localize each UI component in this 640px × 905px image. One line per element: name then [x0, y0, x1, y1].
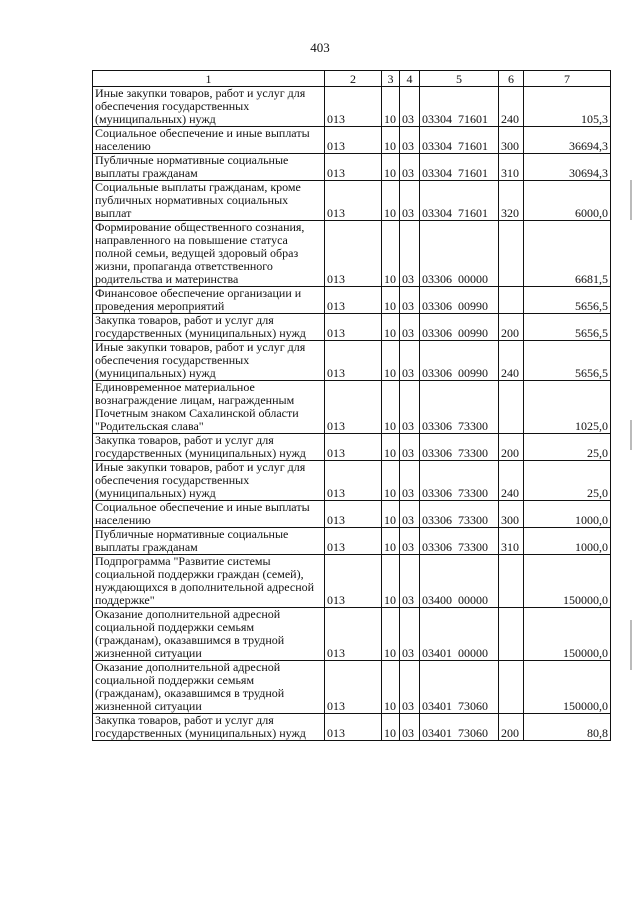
- row-expense-type: [499, 381, 524, 434]
- row-target-article: 03304 71601: [420, 154, 499, 181]
- row-subsection: 03: [400, 555, 420, 608]
- row-amount: 6000,0: [524, 181, 611, 221]
- row-section: 10: [382, 287, 400, 314]
- table-row: [93, 434, 611, 461]
- row-section: 10: [382, 608, 400, 661]
- row-amount: 25,0: [524, 434, 611, 461]
- row-expense-type: [499, 555, 524, 608]
- scan-edge-mark: [630, 620, 632, 670]
- row-name: Формирование общественного сознания, направленного на повышение статуса полной семьи, ведущей здоровый образ жизни, пропаганда ответственного родительства и материнства: [93, 221, 325, 287]
- row-subsection: 03: [400, 608, 420, 661]
- row-amount: 150000,0: [524, 555, 611, 608]
- table-body: [93, 87, 611, 741]
- row-expense-type: [499, 661, 524, 714]
- row-grbs: 013: [325, 154, 382, 181]
- header-col-7: 7: [524, 71, 611, 87]
- row-amount: 30694,3: [524, 154, 611, 181]
- row-name: Иные закупки товаров, работ и услуг для обеспечения государственных (муниципальных) нужд: [93, 461, 325, 501]
- row-section: 10: [382, 661, 400, 714]
- row-section: 10: [382, 501, 400, 528]
- table-row: [93, 287, 611, 314]
- header-col-2: 2: [325, 71, 382, 87]
- table-row: [93, 608, 611, 661]
- budget-table: [92, 70, 611, 741]
- row-expense-type: 240: [499, 341, 524, 381]
- row-target-article: 03306 00990: [420, 287, 499, 314]
- row-subsection: 03: [400, 154, 420, 181]
- row-amount: 150000,0: [524, 661, 611, 714]
- header-col-3: 3: [382, 71, 400, 87]
- row-target-article: 03306 00990: [420, 314, 499, 341]
- row-name: Закупка товаров, работ и услуг для государственных (муниципальных) нужд: [93, 434, 325, 461]
- row-name: Социальные выплаты гражданам, кроме публичных нормативных социальных выплат: [93, 181, 325, 221]
- table-row: [93, 501, 611, 528]
- row-name: Оказание дополнительной адресной социальной поддержки семьям (гражданам), оказавшимся в трудной жизненной ситуации: [93, 608, 325, 661]
- header-col-5: 5: [420, 71, 499, 87]
- table-row: [93, 314, 611, 341]
- row-subsection: 03: [400, 181, 420, 221]
- row-amount: 1000,0: [524, 501, 611, 528]
- row-grbs: 013: [325, 528, 382, 555]
- row-section: 10: [382, 528, 400, 555]
- row-name: Единовременное материальное вознаграждение лицам, награжденным Почетным знаком Сахалинской области "Родительская слава": [93, 381, 325, 434]
- row-name: Публичные нормативные социальные выплаты гражданам: [93, 528, 325, 555]
- scan-edge-mark: [630, 180, 632, 220]
- row-target-article: 03306 00000: [420, 221, 499, 287]
- row-amount: 36694,3: [524, 127, 611, 154]
- row-target-article: 03401 73060: [420, 661, 499, 714]
- row-section: 10: [382, 181, 400, 221]
- table-row: [93, 181, 611, 221]
- row-amount: 1000,0: [524, 528, 611, 555]
- row-target-article: 03306 73300: [420, 461, 499, 501]
- row-target-article: 03400 00000: [420, 555, 499, 608]
- row-target-article: 03306 73300: [420, 501, 499, 528]
- row-expense-type: 200: [499, 434, 524, 461]
- row-grbs: 013: [325, 221, 382, 287]
- row-expense-type: 310: [499, 528, 524, 555]
- row-amount: 150000,0: [524, 608, 611, 661]
- row-subsection: 03: [400, 127, 420, 154]
- row-grbs: 013: [325, 434, 382, 461]
- row-grbs: 013: [325, 661, 382, 714]
- header-row: [93, 71, 611, 87]
- row-target-article: 03304 71601: [420, 87, 499, 127]
- row-subsection: 03: [400, 661, 420, 714]
- page-number: 403: [310, 40, 330, 55]
- row-expense-type: 240: [499, 87, 524, 127]
- row-expense-type: [499, 287, 524, 314]
- row-target-article: 03306 73300: [420, 528, 499, 555]
- table-row: [93, 714, 611, 741]
- table-row: [93, 555, 611, 608]
- row-section: 10: [382, 434, 400, 461]
- row-target-article: 03306 00990: [420, 341, 499, 381]
- row-amount: 105,3: [524, 87, 611, 127]
- row-subsection: 03: [400, 434, 420, 461]
- row-grbs: 013: [325, 287, 382, 314]
- row-grbs: 013: [325, 87, 382, 127]
- header-col-1: 1: [93, 71, 325, 87]
- table-row: [93, 461, 611, 501]
- row-target-article: 03304 71601: [420, 181, 499, 221]
- table-row: [93, 127, 611, 154]
- row-amount: 6681,5: [524, 221, 611, 287]
- row-grbs: 013: [325, 381, 382, 434]
- row-amount: 80,8: [524, 714, 611, 741]
- row-expense-type: 240: [499, 461, 524, 501]
- row-target-article: 03401 73060: [420, 714, 499, 741]
- row-expense-type: 200: [499, 314, 524, 341]
- row-grbs: 013: [325, 714, 382, 741]
- row-subsection: 03: [400, 314, 420, 341]
- row-subsection: 03: [400, 341, 420, 381]
- row-amount: 25,0: [524, 461, 611, 501]
- row-section: 10: [382, 127, 400, 154]
- row-grbs: 013: [325, 608, 382, 661]
- row-section: 10: [382, 87, 400, 127]
- row-section: 10: [382, 221, 400, 287]
- row-target-article: 03306 73300: [420, 381, 499, 434]
- table-row: [93, 341, 611, 381]
- row-subsection: 03: [400, 461, 420, 501]
- row-section: 10: [382, 314, 400, 341]
- row-subsection: 03: [400, 87, 420, 127]
- row-target-article: 03304 71601: [420, 127, 499, 154]
- row-name: Социальное обеспечение и иные выплаты населению: [93, 127, 325, 154]
- row-expense-type: 300: [499, 127, 524, 154]
- row-subsection: 03: [400, 287, 420, 314]
- row-subsection: 03: [400, 221, 420, 287]
- row-grbs: 013: [325, 314, 382, 341]
- row-amount: 5656,5: [524, 287, 611, 314]
- row-name: Иные закупки товаров, работ и услуг для обеспечения государственных (муниципальных) нужд: [93, 87, 325, 127]
- row-expense-type: [499, 221, 524, 287]
- row-target-article: 03401 00000: [420, 608, 499, 661]
- row-amount: 5656,5: [524, 314, 611, 341]
- row-name: Закупка товаров, работ и услуг для государственных (муниципальных) нужд: [93, 314, 325, 341]
- row-expense-type: 320: [499, 181, 524, 221]
- row-section: 10: [382, 461, 400, 501]
- row-name: Публичные нормативные социальные выплаты гражданам: [93, 154, 325, 181]
- row-grbs: 013: [325, 341, 382, 381]
- row-section: 10: [382, 555, 400, 608]
- row-expense-type: 200: [499, 714, 524, 741]
- row-name: Социальное обеспечение и иные выплаты населению: [93, 501, 325, 528]
- row-expense-type: [499, 608, 524, 661]
- row-grbs: 013: [325, 127, 382, 154]
- row-section: 10: [382, 714, 400, 741]
- row-expense-type: 300: [499, 501, 524, 528]
- row-name: Подпрограмма "Развитие системы социальной поддержки граждан (семей), нуждающихся в дополнительной адресной поддержке": [93, 555, 325, 608]
- table-row: [93, 381, 611, 434]
- row-grbs: 013: [325, 181, 382, 221]
- row-subsection: 03: [400, 501, 420, 528]
- table-row: [93, 87, 611, 127]
- row-grbs: 013: [325, 461, 382, 501]
- row-name: Оказание дополнительной адресной социальной поддержки семьям (гражданам), оказавшимся в трудной жизненной ситуации: [93, 661, 325, 714]
- row-grbs: 013: [325, 555, 382, 608]
- table-row: [93, 661, 611, 714]
- row-section: 10: [382, 381, 400, 434]
- row-amount: 1025,0: [524, 381, 611, 434]
- table-row: [93, 528, 611, 555]
- header-col-4: 4: [400, 71, 420, 87]
- scan-edge-mark: [630, 420, 632, 450]
- row-section: 10: [382, 341, 400, 381]
- row-subsection: 03: [400, 528, 420, 555]
- row-subsection: 03: [400, 714, 420, 741]
- row-name: Иные закупки товаров, работ и услуг для обеспечения государственных (муниципальных) нужд: [93, 341, 325, 381]
- row-name: Закупка товаров, работ и услуг для государственных (муниципальных) нужд: [93, 714, 325, 741]
- row-name: Финансовое обеспечение организации и проведения мероприятий: [93, 287, 325, 314]
- row-target-article: 03306 73300: [420, 434, 499, 461]
- row-section: 10: [382, 154, 400, 181]
- row-subsection: 03: [400, 381, 420, 434]
- table-row: [93, 154, 611, 181]
- row-grbs: 013: [325, 501, 382, 528]
- table-row: [93, 221, 611, 287]
- header-col-6: 6: [499, 71, 524, 87]
- row-amount: 5656,5: [524, 341, 611, 381]
- row-expense-type: 310: [499, 154, 524, 181]
